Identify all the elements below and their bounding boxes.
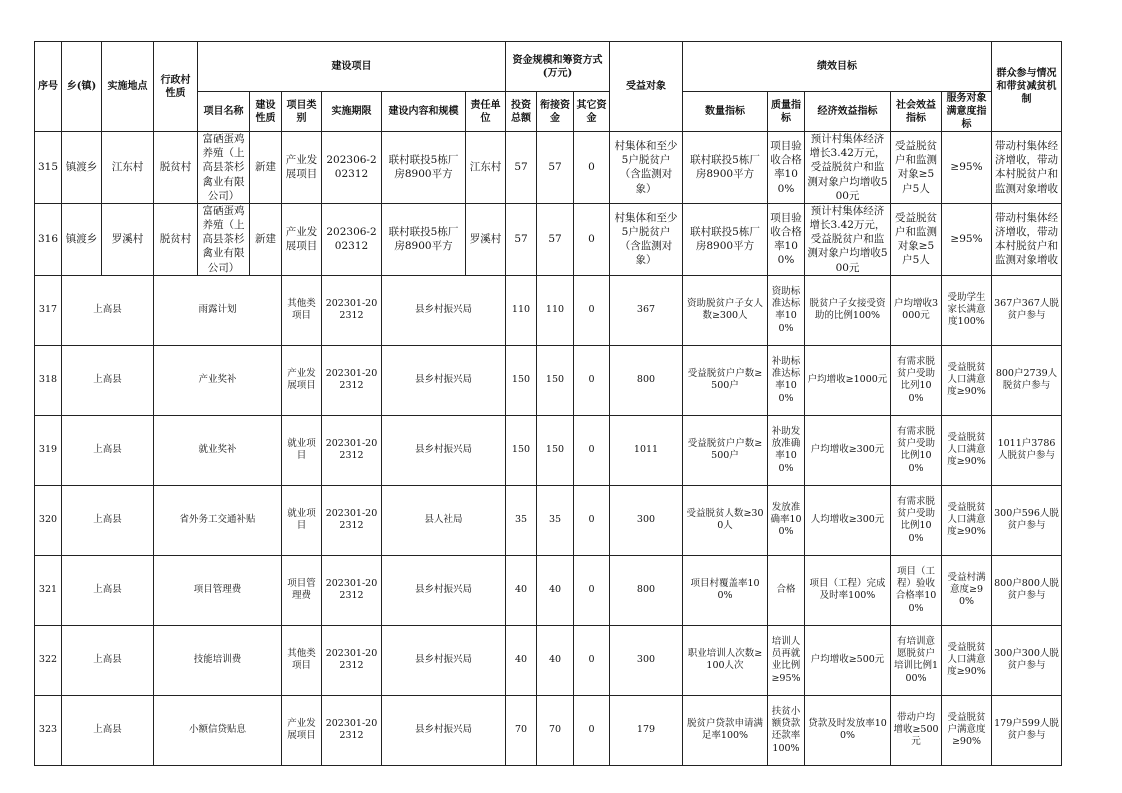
content-cell: 联村联投5栋厂房8900平方	[382, 132, 466, 204]
social-cell: 带动户均增收≥500元	[891, 695, 942, 765]
village-type-cell: 脱贫村	[154, 203, 198, 275]
header-participation: 群众参与情况和带贫减贫机制	[992, 42, 1062, 132]
social-cell: 有需求脱贫户受助比例100%	[891, 415, 942, 485]
participation-cell: 带动村集体经济增收，带动本村脱贫户和监测对象增收	[992, 203, 1062, 275]
table-row	[35, 485, 1062, 555]
linked-funds-cell: 70	[537, 695, 574, 765]
project-name-cell: 小额信贷贴息	[154, 695, 282, 765]
header-project-group: 建设项目	[198, 42, 506, 92]
period-cell: 202301-202312	[322, 345, 382, 415]
quantity-cell: 项目村覆盖率100%	[683, 555, 768, 625]
other-funds-cell: 0	[574, 625, 610, 695]
other-funds-cell: 0	[574, 345, 610, 415]
beneficiary-cell: 367	[610, 275, 683, 345]
site-cell: 江东村	[102, 132, 154, 204]
responsible-cell: 县人社局	[382, 485, 506, 555]
project-type-cell: 产业发展项目	[282, 695, 322, 765]
quantity-cell: 资助脱贫户子女人数≥300人	[683, 275, 768, 345]
social-cell: 有需求脱贫户受助比列100%	[891, 345, 942, 415]
satisfaction-cell: ≥95%	[942, 203, 992, 275]
participation-cell: 300户300人脱贫户参与	[992, 625, 1062, 695]
village-type-cell: 脱贫村	[154, 132, 198, 204]
total-invest-cell: 40	[506, 555, 537, 625]
seq-cell: 316	[35, 203, 62, 275]
linked-funds-cell: 35	[537, 485, 574, 555]
table-row	[35, 132, 1062, 204]
quantity-cell: 受益脱贫户户数≥500户	[683, 415, 768, 485]
quantity-cell: 受益脱贫户户数≥500户	[683, 345, 768, 415]
social-cell: 有需求脱贫户受助比例100%	[891, 485, 942, 555]
quality-cell: 补助标准达标率100%	[768, 345, 805, 415]
project-name-cell: 富硒蛋鸡养殖（上高县茶杉禽业有限公司）	[198, 203, 250, 275]
quality-cell: 培训人员再就业比例≥95%	[768, 625, 805, 695]
project-name-cell: 产业奖补	[154, 345, 282, 415]
quantity-cell: 脱贫户贷款申请满足率100%	[683, 695, 768, 765]
header-quality: 质量指标	[768, 92, 805, 132]
county-cell: 上高县	[62, 415, 154, 485]
beneficiary-cell: 800	[610, 555, 683, 625]
period-cell: 202306-202312	[322, 132, 382, 204]
project-type-cell: 其他类项目	[282, 275, 322, 345]
satisfaction-cell: 受益脱贫户满意度≥90%	[942, 695, 992, 765]
other-funds-cell: 0	[574, 695, 610, 765]
linked-funds-cell: 40	[537, 625, 574, 695]
project-type-cell: 其他类项目	[282, 625, 322, 695]
other-funds-cell: 0	[574, 415, 610, 485]
total-invest-cell: 110	[506, 275, 537, 345]
town-cell: 镇渡乡	[62, 132, 102, 204]
seq-cell: 321	[35, 555, 62, 625]
town-cell: 镇渡乡	[62, 203, 102, 275]
participation-cell: 带动村集体经济增收，带动本村脱贫户和监测对象增收	[992, 132, 1062, 204]
responsible-cell: 县乡村振兴局	[382, 345, 506, 415]
header-economic: 经济效益指标	[805, 92, 891, 132]
build-nature-cell: 新建	[250, 132, 282, 204]
seq-cell: 323	[35, 695, 62, 765]
quality-cell: 资助标准达标率100%	[768, 275, 805, 345]
economic-cell: 贷款及时发放率100%	[805, 695, 891, 765]
period-cell: 202306-202312	[322, 203, 382, 275]
header-village-type: 行政村性质	[154, 42, 198, 132]
project-name-cell: 省外务工交通补贴	[154, 485, 282, 555]
economic-cell: 户均增收≥500元	[805, 625, 891, 695]
table-row	[35, 625, 1062, 695]
header-other-funds: 其它资金	[574, 92, 610, 132]
quantity-cell: 联村联投5栋厂房8900平方	[683, 132, 768, 204]
beneficiary-cell: 1011	[610, 415, 683, 485]
header-satisfaction: 服务对象满意度指标	[942, 92, 992, 132]
header-project-type: 项目类别	[282, 92, 322, 132]
other-funds-cell: 0	[574, 275, 610, 345]
participation-cell: 800户2739人脱贫户参与	[992, 345, 1062, 415]
total-invest-cell: 35	[506, 485, 537, 555]
beneficiary-cell: 179	[610, 695, 683, 765]
satisfaction-cell: 受益脱贫人口满意度≥90%	[942, 415, 992, 485]
project-type-cell: 产业发展项目	[282, 132, 322, 204]
header-funding-group: 资金规模和筹资方式(万元)	[506, 42, 610, 92]
satisfaction-cell: 受益脱贫人口满意度≥90%	[942, 345, 992, 415]
linked-funds-cell: 40	[537, 555, 574, 625]
table-row	[35, 203, 1062, 275]
quality-cell: 补助发放准确率100%	[768, 415, 805, 485]
social-cell: 受益脱贫户和监测对象≥5户5人	[891, 132, 942, 204]
table-row	[35, 695, 1062, 765]
county-cell: 上高县	[62, 485, 154, 555]
satisfaction-cell: 受益脱贫人口满意度≥90%	[942, 485, 992, 555]
quantity-cell: 联村联投5栋厂房8900平方	[683, 203, 768, 275]
table-row	[35, 345, 1062, 415]
other-funds-cell: 0	[574, 555, 610, 625]
economic-cell: 户均增收≥1000元	[805, 345, 891, 415]
responsible-cell: 罗溪村	[466, 203, 506, 275]
seq-cell: 318	[35, 345, 62, 415]
linked-funds-cell: 57	[537, 132, 574, 204]
quantity-cell: 职业培训人次数≥100人次	[683, 625, 768, 695]
satisfaction-cell: ≥95%	[942, 132, 992, 204]
total-invest-cell: 70	[506, 695, 537, 765]
participation-cell: 1011户3786人脱贫户参与	[992, 415, 1062, 485]
seq-cell: 317	[35, 275, 62, 345]
county-cell: 上高县	[62, 345, 154, 415]
participation-cell: 179户599人脱贫户参与	[992, 695, 1062, 765]
header-town: 乡(镇)	[62, 42, 102, 132]
header-period: 实施期限	[322, 92, 382, 132]
economic-cell: 脱贫户子女接受资助的比例100%	[805, 275, 891, 345]
linked-funds-cell: 57	[537, 203, 574, 275]
linked-funds-cell: 150	[537, 345, 574, 415]
project-type-cell: 产业发展项目	[282, 203, 322, 275]
period-cell: 202301-202312	[322, 555, 382, 625]
header-project-name: 项目名称	[198, 92, 250, 132]
period-cell: 202301-202312	[322, 625, 382, 695]
total-invest-cell: 40	[506, 625, 537, 695]
header-build-nature: 建设性质	[250, 92, 282, 132]
county-cell: 上高县	[62, 625, 154, 695]
header-linked-funds: 衔接资金	[537, 92, 574, 132]
economic-cell: 项目（工程）完成及时率100%	[805, 555, 891, 625]
other-funds-cell: 0	[574, 203, 610, 275]
quantity-cell: 受益脱贫人数≥300人	[683, 485, 768, 555]
responsible-cell: 县乡村振兴局	[382, 625, 506, 695]
responsible-cell: 县乡村振兴局	[382, 275, 506, 345]
beneficiary-cell: 300	[610, 625, 683, 695]
linked-funds-cell: 110	[537, 275, 574, 345]
responsible-cell: 江东村	[466, 132, 506, 204]
project-type-cell: 就业项目	[282, 485, 322, 555]
header-total-invest: 投资总额	[506, 92, 537, 132]
period-cell: 202301-202312	[322, 485, 382, 555]
economic-cell: 人均增收≥300元	[805, 485, 891, 555]
period-cell: 202301-202312	[322, 695, 382, 765]
responsible-cell: 县乡村振兴局	[382, 415, 506, 485]
build-nature-cell: 新建	[250, 203, 282, 275]
header-responsible: 责任单位	[466, 92, 506, 132]
seq-cell: 319	[35, 415, 62, 485]
project-name-cell: 项目管理费	[154, 555, 282, 625]
linked-funds-cell: 150	[537, 415, 574, 485]
seq-cell: 315	[35, 132, 62, 204]
beneficiary-cell: 村集体和至少5户脱贫户（含监测对象）	[610, 203, 683, 275]
other-funds-cell: 0	[574, 485, 610, 555]
project-name-cell: 技能培训费	[154, 625, 282, 695]
site-cell: 罗溪村	[102, 203, 154, 275]
header-social: 社会效益指标	[891, 92, 942, 132]
social-cell: 户均增收3000元	[891, 275, 942, 345]
social-cell: 项目（工程）验收合格率100%	[891, 555, 942, 625]
other-funds-cell: 0	[574, 132, 610, 204]
beneficiary-cell: 300	[610, 485, 683, 555]
quality-cell: 项目验收合格率100%	[768, 132, 805, 204]
table-row	[35, 275, 1062, 345]
total-invest-cell: 57	[506, 132, 537, 204]
county-cell: 上高县	[62, 695, 154, 765]
participation-cell: 800户800人脱贫户参与	[992, 555, 1062, 625]
social-cell: 受益脱贫户和监测对象≥5户5人	[891, 203, 942, 275]
project-name-cell: 就业奖补	[154, 415, 282, 485]
content-cell: 联村联投5栋厂房8900平方	[382, 203, 466, 275]
total-invest-cell: 150	[506, 415, 537, 485]
period-cell: 202301-202312	[322, 415, 382, 485]
economic-cell: 户均增收≥300元	[805, 415, 891, 485]
satisfaction-cell: 受助学生家长满意度100%	[942, 275, 992, 345]
county-cell: 上高县	[62, 275, 154, 345]
social-cell: 有培训意愿脱贫户培训比例100%	[891, 625, 942, 695]
project-name-cell: 富硒蛋鸡养殖（上高县茶杉禽业有限公司）	[198, 132, 250, 204]
quality-cell: 扶贫小额贷款还款率100%	[768, 695, 805, 765]
table-row	[35, 555, 1062, 625]
seq-cell: 322	[35, 625, 62, 695]
beneficiary-cell: 村集体和至少5户脱贫户（含监测对象）	[610, 132, 683, 204]
header-performance-group: 绩效目标	[683, 42, 992, 92]
responsible-cell: 县乡村振兴局	[382, 555, 506, 625]
quality-cell: 项目验收合格率100%	[768, 203, 805, 275]
project-name-cell: 雨露计划	[154, 275, 282, 345]
total-invest-cell: 150	[506, 345, 537, 415]
quality-cell: 合格	[768, 555, 805, 625]
seq-cell: 320	[35, 485, 62, 555]
economic-cell: 预计村集体经济增长3.42万元，受益脱贫户和监测对象户均增收500元	[805, 132, 891, 204]
satisfaction-cell: 受益村满意度≥90%	[942, 555, 992, 625]
period-cell: 202301-202312	[322, 275, 382, 345]
beneficiary-cell: 800	[610, 345, 683, 415]
responsible-cell: 县乡村振兴局	[382, 695, 506, 765]
project-type-cell: 项目管理费	[282, 555, 322, 625]
header-content: 建设内容和规模	[382, 92, 466, 132]
header-seq: 序号	[35, 42, 62, 132]
table-row	[35, 415, 1062, 485]
project-table	[34, 41, 1062, 766]
header-quantity: 数量指标	[683, 92, 768, 132]
quality-cell: 发放准确率100%	[768, 485, 805, 555]
economic-cell: 预计村集体经济增长3.42万元，受益脱贫户和监测对象户均增收500元	[805, 203, 891, 275]
participation-cell: 300户596人脱贫户参与	[992, 485, 1062, 555]
participation-cell: 367户367人脱贫户参与	[992, 275, 1062, 345]
header-beneficiary: 受益对象	[610, 42, 683, 132]
header-site: 实施地点	[102, 42, 154, 132]
project-type-cell: 就业项目	[282, 415, 322, 485]
project-type-cell: 产业发展项目	[282, 345, 322, 415]
total-invest-cell: 57	[506, 203, 537, 275]
satisfaction-cell: 受益脱贫人口满意度≥90%	[942, 625, 992, 695]
county-cell: 上高县	[62, 555, 154, 625]
